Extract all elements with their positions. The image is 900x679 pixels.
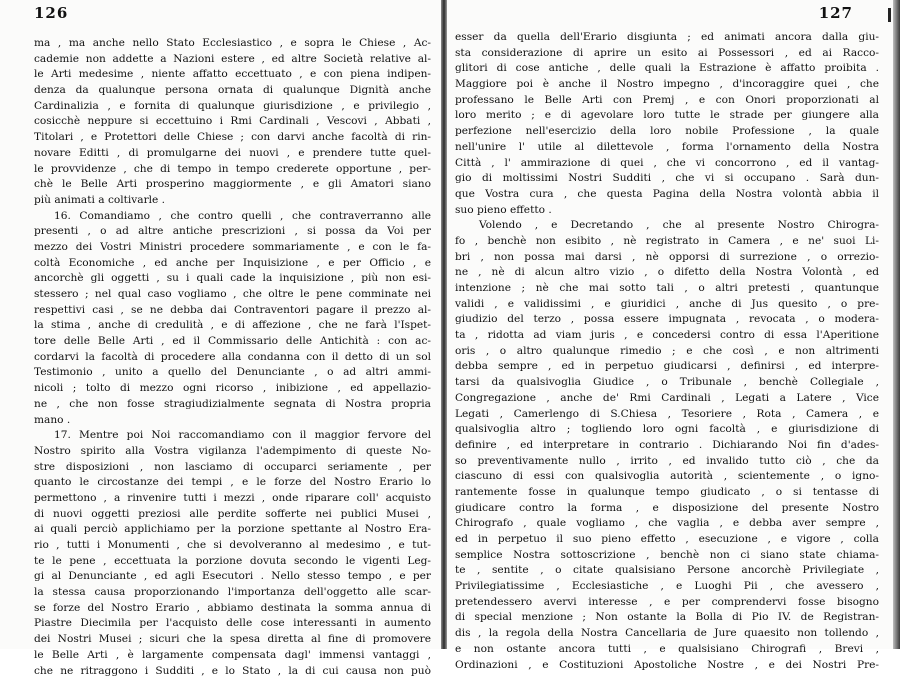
text-line: mano . bbox=[34, 413, 431, 429]
text-line: se forze del Nostro Erario , abbiamo destinata la somma annua di bbox=[34, 601, 431, 617]
text-line: novare Editti , di promulgarne dei nuovi , e prendere tutte quel- bbox=[34, 146, 431, 162]
text-line: ai quali perciò applichiamo per la porzione spettante al Nostro Era- bbox=[34, 522, 431, 538]
text-line: Privilegiatissime , Ecclesiastiche , e Luoghi Pii , che avessero , bbox=[455, 579, 879, 595]
text-line: la stima , anche di credulità , e di affezione , che ne farà l'Ispet- bbox=[34, 318, 431, 334]
text-line: ancorchè gli oggetti , su i quali cade la inquisizione , più non esi- bbox=[34, 271, 431, 287]
text-line: semplice Nostra sottoscrizione , benchè non ci siano state chiama- bbox=[455, 548, 879, 564]
text-line: Legati , Camerlengo di S.Chiesa , Tesoriere , Rota , Camera , e bbox=[455, 407, 879, 423]
text-line: 17. Mentre poi Noi raccomandiamo con il maggior fervore del bbox=[34, 428, 431, 444]
text-line: gi al Denunciante , ed agli Esecutori . Nello stesso tempo , e per bbox=[34, 569, 431, 585]
text-line: stre disposizioni , non lasciamo di occuparci seriamente , per bbox=[34, 460, 431, 476]
text-line: Ordinazioni , e Costituzioni Apostoliche Nostre , e dei Nostri Pre- bbox=[455, 658, 879, 674]
text-line: Testimonio , unito a quello del Denunciante , o ad altri ammi- bbox=[34, 365, 431, 381]
text-line: tarsi da qualsivoglia Giudice , o Tribunale , benchè Collegiale , bbox=[455, 375, 879, 391]
text-line: debba sempre , ed in perpetuo giudicarsi , definirsi , ed interpre- bbox=[455, 359, 879, 375]
text-line: le Belle Arti , è largamente compensata dagl' immensi vantaggi , bbox=[34, 648, 431, 664]
text-line: le Arti medesime , niente affatto eccettuato , e con piena indipen- bbox=[34, 67, 431, 83]
text-line: di nuovi oggetti preziosi alle perdite sofferte nei publici Musei , bbox=[34, 507, 431, 523]
text-line: suo pieno effetto . bbox=[455, 203, 879, 219]
text-line: dis , la regola della Nostra Cancellaria de Jure quaesito non tollendo , bbox=[455, 626, 879, 642]
text-line: respettivi casi , se ne debba dai Contraventori pagare il prezzo al- bbox=[34, 303, 431, 319]
text-line: glitori di cose antiche , delle quali la Estrazione è affatto proibita . bbox=[455, 61, 879, 77]
text-line: nicoli ; tolto di mezzo ogni ricorso , inibizione , ed appellazio- bbox=[34, 381, 431, 397]
text-line: ne , nè di alcun altro vizio , o difetto della Nostra Volontà , ed bbox=[455, 265, 879, 281]
text-line: Maggiore poi è anche il Nostro impegno , d'incoraggire quei , che bbox=[455, 77, 879, 93]
text-line: gio di moltissimi Nostri Sudditi , che vi si occupano . Sarà dun- bbox=[455, 171, 879, 187]
text-line: ta , ridotta ad viam juris , e concedersi contro di essa l'Aperitione bbox=[455, 328, 879, 344]
text-line: più animati a coltivarle . bbox=[34, 193, 431, 209]
text-line: definire , ed interpretare in contrario . Dichiarando Noi fin d'ades- bbox=[455, 438, 879, 454]
text-line: esser da quella dell'Erario disgiunta ; ed animati ancora dalla giu- bbox=[455, 30, 879, 46]
text-line: denza da qualunque persona ornata di qualunque Dignità anche bbox=[34, 83, 431, 99]
text-line: Nostro spirito alla Vostra vigilanza l'adempimento di queste No- bbox=[34, 444, 431, 460]
text-line: la stessa causa proporzionando l'importanza dell'oggetto alle scar- bbox=[34, 585, 431, 601]
text-line: permettono , a rinvenire tutti i mezzi , onde riparare coll' acquisto bbox=[34, 491, 431, 507]
text-line: sta considerazione di aprire un esito ai Possessori , ed ai Racco- bbox=[455, 46, 879, 62]
text-line: ed in perpetuo il suo pieno effetto , esecuzione , e vigore , colla bbox=[455, 532, 879, 548]
text-line: e non ostante ancora tutti , e qualsisiano Chirografi , Brevi , bbox=[455, 642, 879, 658]
text-line: oris , o altro qualunque rimedio ; e che così , e non altrimenti bbox=[455, 344, 879, 360]
left-page-text bbox=[34, 36, 431, 679]
text-line: presenti , o ad altre antiche prescrizioni , si possa da Voi per bbox=[34, 224, 431, 240]
text-line: validi , e validissimi , e giuridici , anche di Jus quesito , o pre- bbox=[455, 297, 879, 313]
right-page-text bbox=[455, 30, 879, 673]
text-line: di special menzione ; Non ostante la Bolla di Pio IV. de Registran- bbox=[455, 610, 879, 626]
text-line: professano le Belle Arti con Premj , e con Onori proporzionati al bbox=[455, 93, 879, 109]
text-line: cademie non addette a Nazioni estere , ed altre Società relative al- bbox=[34, 52, 431, 68]
text-line: giudizio del terzo , possa essere impugnata , revocata , o modera- bbox=[455, 312, 879, 328]
text-line: stessero ; nel qual caso vogliamo , che oltre le pene comminate nei bbox=[34, 287, 431, 303]
text-line: que Vostra cura , che questa Pagina della Nostra volontà abbia il bbox=[455, 187, 879, 203]
page-number-right: 127 bbox=[819, 4, 853, 22]
page-edge-mark bbox=[888, 8, 891, 22]
page-number-left: 126 bbox=[34, 4, 68, 22]
text-line: ciascuno di essi con qualsivoglia autorità , scientemente , o igno- bbox=[455, 469, 879, 485]
text-line: che ne ritraggono i Sudditi , e lo Stato , la di cui causa non può bbox=[34, 664, 431, 679]
text-line: intenzione ; nè che mai sotto tali , o altri pretesti , quantunque bbox=[455, 281, 879, 297]
text-line: rio , tutti i Monumenti , che si devolveranno al medesimo , e tut- bbox=[34, 538, 431, 554]
text-line: Chirografo , quale vogliamo , che vaglia , e debba aver sempre , bbox=[455, 516, 879, 532]
text-line: dei Nostri Musei ; sicuri che la spesa diretta al fine di promovere bbox=[34, 632, 431, 648]
left-page bbox=[0, 0, 441, 649]
text-line: quanto le circostanze dei tempi , e le forze del Nostro Erario lo bbox=[34, 475, 431, 491]
text-line: te , sentite , o citate qualsisiano Persone ancorchè Privilegiate , bbox=[455, 563, 879, 579]
text-line: Congregazione , anche de' Rmi Cardinali , Legati a Latere , Vice bbox=[455, 391, 879, 407]
text-line: le provvidenze , che di tempo in tempo crederete opportune , per- bbox=[34, 162, 431, 178]
text-line: rantemente fosse in qualunque tempo giudicato , o si tentasse di bbox=[455, 485, 879, 501]
text-line: 16. Comandiamo , che contro quelli , che contraverranno alle bbox=[34, 209, 431, 225]
text-line: Titolari , e Protettori delle Chiese ; con darvi anche facoltà di rin- bbox=[34, 130, 431, 146]
text-line: ne , che non fosse stragiudizialmente segnata di Nostra propria bbox=[34, 397, 431, 413]
text-line: bri , non possa mai darsi , nè opporsi di surrezione , o orrezio- bbox=[455, 250, 879, 266]
text-line: giudicare contro la forma , e disposizione del presente Nostro bbox=[455, 501, 879, 517]
text-line: perfezione nell'esercizio della loro nobile Professione , la quale bbox=[455, 124, 879, 140]
text-line: cosicchè neppure si eccettuino i Rmi Cardinali , Vescovi , Abbati , bbox=[34, 114, 431, 130]
text-line: Piastre Diecimila per l'acquisto delle cose interessanti in aumento bbox=[34, 616, 431, 632]
text-line: qualsivoglia altro ; togliendo loro ogni facoltà , e giurisdizione di bbox=[455, 422, 879, 438]
text-line: chè le Belle Arti prosperino maggiormente , e gli Amatori siano bbox=[34, 177, 431, 193]
text-line: fo , benchè non esibito , nè registrato in Camera , e ne' suoi Li- bbox=[455, 234, 879, 250]
text-line: nell'unire l' utile al dilettevole , forma l'ornamento della Nostra bbox=[455, 140, 879, 156]
text-line: tore delle Belle Arti , ed il Commissario delle Antichità : con ac- bbox=[34, 334, 431, 350]
text-line: cordarvi la facoltà di procedere alla condanna con il detto di un sol bbox=[34, 350, 431, 366]
text-line: pretendessero avervi interesse , e per comprendervi fosse bisogno bbox=[455, 595, 879, 611]
text-line: Cardinalizia , e fornita di qualunque giurisdizione , e privilegio , bbox=[34, 99, 431, 115]
text-line: loro merito ; e di agevolare loro tutte le strade per giungere alla bbox=[455, 108, 879, 124]
text-line: so preventivamente nullo , irrito , ed invalido tutto ciò , che da bbox=[455, 454, 879, 470]
text-line: te le pene , eccettuata la porzione dovuta secondo le vigenti Leg- bbox=[34, 554, 431, 570]
text-line: coltà Economiche , ed anche per Inquisizione , e per Officio , e bbox=[34, 256, 431, 272]
text-line: Volendo , e Decretando , che al presente Nostro Chirogra- bbox=[455, 218, 879, 234]
text-line: mezzo dei Vostri Ministri procedere sommariamente , e con le fa- bbox=[34, 240, 431, 256]
text-line: Città , l' ammirazione di quei , che vi concorrono , ed il vantag- bbox=[455, 156, 879, 172]
right-page bbox=[447, 0, 893, 649]
book-edge bbox=[893, 0, 900, 649]
text-line: ma , ma anche nello Stato Ecclesiastico , e sopra le Chiese , Ac- bbox=[34, 36, 431, 52]
